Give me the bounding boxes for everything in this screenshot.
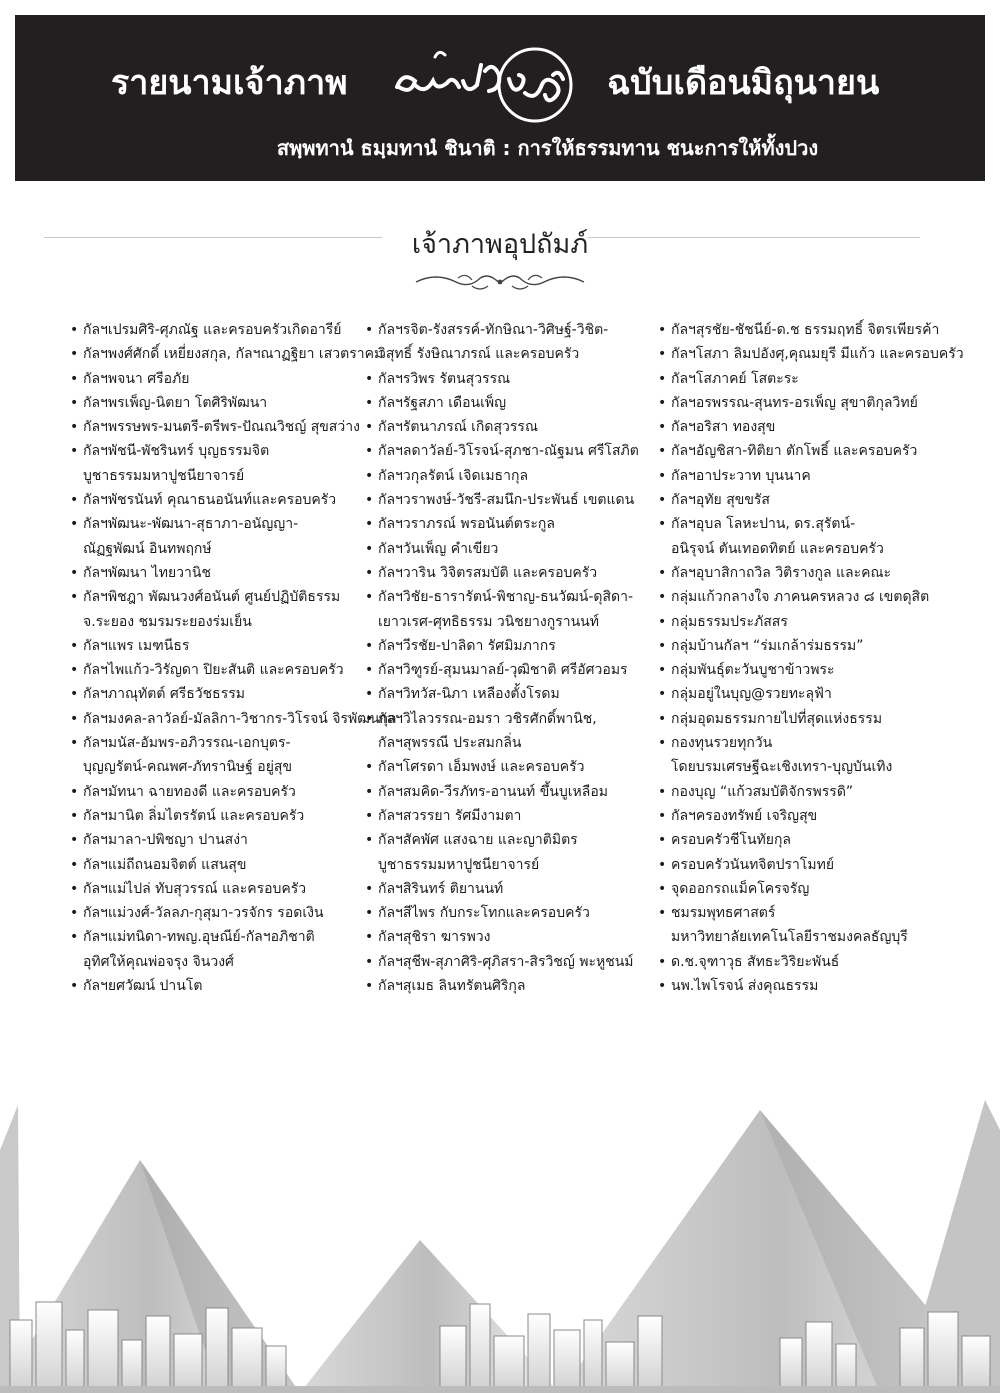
donor-entry	[365, 634, 655, 658]
donor-entry	[70, 342, 384, 366]
donor-name: • กัลฯวราพงษ์-วัชรี-สมนึก-ประพันธ์ เขตแดน	[378, 492, 635, 509]
donor-entry	[70, 804, 360, 828]
donor-name: • กัลฯวาริน วิจิตรสมบัติ และครอบครัว	[378, 564, 598, 581]
donor-entry	[365, 925, 655, 949]
donor-name-continued: อุทิศให้คุณพ่อจรุง จินวงศ์	[83, 953, 234, 970]
donor-name: • กัลฯอาประวาท บุนนาค	[671, 467, 811, 484]
divider-right	[588, 237, 920, 238]
donor-name: • กัลฯไพแก้ว-วิรัญดา ปิยะสันติ และครอบครัว	[83, 662, 344, 679]
donor-list-column-1	[70, 318, 397, 998]
donor-name: • กัลฯภาณุทัตต์ ศรีธวัชธรรม	[83, 686, 245, 703]
donor-entry	[658, 610, 958, 634]
donor-name: • กัลฯสุชีพ-สุภาศิริ-ศุภิสรา-สิรวิชญ์ พะหูชนม์	[378, 953, 634, 970]
donor-entry	[365, 780, 655, 804]
donor-entry	[70, 658, 360, 682]
donor-name-continued: จ.ระยอง ชมรมระยองร่มเย็น	[83, 613, 252, 630]
donor-entry	[658, 391, 958, 415]
donor-name: • กัลฯพัชรนันท์ คุณาธนอนันท์และครอบครัว	[83, 492, 337, 509]
donor-entry	[658, 901, 958, 950]
donor-name-continued: กัลฯสุพรรณี ประสมกลิ่น	[378, 735, 522, 752]
donor-entry	[658, 828, 958, 852]
donor-name: • กัลฯครองทรัพย์ เจริญสุข	[671, 807, 818, 824]
donor-name: • กัลฯอริสา ทองสุข	[671, 419, 776, 436]
donor-entry	[365, 828, 655, 877]
donor-entry	[365, 415, 655, 439]
donor-name: • ครอบครัวชีโนทัยกุล	[671, 832, 792, 849]
donor-name: • กัลฯแม่วงศ์-วัลลภ-กุสุมา-วรจักร รอดเงิน	[83, 905, 324, 922]
donor-name: • กลุ่มธรรมประภัสสร	[671, 613, 788, 630]
title-left: รายนามเจ้าภาพ	[111, 63, 348, 103]
donor-name: • กัลฯมงคล-ลาวัลย์-มัลลิกา-วิชากร-วิโรจน์ จิรพัฒนกุล	[83, 710, 397, 727]
donor-entry	[365, 488, 655, 512]
donor-entry	[658, 974, 958, 998]
donor-name-continued: มหาวิทยาลัยเทคโนโลยีราชมงคลธัญบุรี	[671, 929, 908, 946]
ornament-flourish	[412, 270, 588, 294]
donor-name: • กัลฯอุบาสิกาถวิล วิติรางกูล และคณะ	[671, 564, 891, 581]
donor-name-continued: วิสุทธิ์ รังษิณาภรณ์ และครอบครัว	[378, 346, 580, 363]
donor-name: • กัลฯสุเมธ ลินทรัตนศิริกุล	[378, 978, 526, 995]
donor-entry	[658, 780, 958, 804]
donor-name: • กลุ่มแก้วกลางใจ ภาคนครหลวง ๘ เขตดุสิต	[671, 589, 930, 606]
donor-entry	[365, 658, 655, 682]
donor-entry	[658, 707, 958, 731]
donor-name-continued: บูชาธรรมมหาปูชนียาจารย์	[378, 856, 540, 873]
donor-entry	[658, 367, 958, 391]
donor-entry	[365, 682, 655, 706]
donor-entry	[365, 537, 655, 561]
donor-name: • กัลฯแม่ทนิดา-ทพญ.อุษณีย์-กัลฯอภิชาติ	[83, 929, 315, 946]
donor-name: • กัลฯรัฐสภา เดือนเพ็ญ	[378, 394, 507, 411]
donor-name-continued: เยาวเรศ-ศุทธิธรรม วนิชยางกูรานนท์	[378, 613, 599, 630]
donor-name: • กัลฯสุรชัย-ชัชนีย์-ด.ช ธรรมฤทธิ์ จิตรเพียรค้า	[671, 322, 940, 338]
donor-name: • กัลฯอรพรรณ-สุนทร-อรเพ็ญ สุขาติกุลวิทย์	[671, 394, 918, 411]
donor-name: • กัลฯโสภาคย์ โสตะระ	[671, 370, 799, 387]
donor-name: • กัลฯสมคิด-วีรภัทร-อานนท์ ขึ้นบูเหลือม	[378, 783, 608, 800]
donor-entry	[365, 707, 655, 756]
donor-entry	[70, 488, 360, 512]
decorative-pyramid-crystal-scene	[0, 1090, 1000, 1393]
donor-entry	[365, 367, 655, 391]
donor-name-continued: อนิรุจน์ ตันเทอดทิตย์ และครอบครัว	[671, 540, 884, 557]
donor-name: • กัลฯรจิต-รังสรรค์-ทักษิณา-วิศิษฐ์-วิชิต-	[378, 322, 609, 338]
donor-name: • กัลฯยศวัฒน์ ปานโต	[83, 978, 203, 995]
donor-name: • ด.ช.จุฑาวุธ สัทธะวิริยะพันธ์	[671, 953, 840, 970]
section-title: เจ้าภาพอุปถัมภ์	[411, 229, 589, 260]
donor-name: • กัลฯวกุลรัตน์ เจิดเมธากุล	[378, 467, 529, 484]
donor-entry	[658, 634, 958, 658]
donor-name: • กัลฯแม่ถีถนอมจิตต์ แสนสุข	[83, 856, 247, 873]
donor-entry	[658, 658, 958, 682]
donor-name: • กัลฯรวิพร รัตนสุวรรณ	[378, 370, 511, 387]
donor-name: • กัลฯเปรมศิริ-ศุภณัฐ และครอบครัวเกิดอารีย์	[83, 322, 342, 338]
donor-entry	[365, 561, 655, 585]
donor-name: • กัลฯพจนา ศรีอภัย	[83, 370, 190, 387]
donor-entry	[658, 950, 958, 974]
donor-entry	[70, 367, 360, 391]
donor-entry	[365, 950, 655, 974]
header-banner	[15, 15, 985, 181]
donor-entry	[70, 828, 360, 852]
donor-entry	[658, 731, 958, 780]
donor-name: • กัลฯแม่ไปล่ ทับสุวรรณ์ และครอบครัว	[83, 880, 307, 897]
donor-name: • กัลฯแพร เมฑนีธร	[83, 637, 190, 654]
donor-entry	[70, 391, 360, 415]
donor-entry	[70, 634, 360, 658]
donor-entry	[658, 342, 964, 366]
donor-entry	[658, 682, 958, 706]
donor-name: • กัลฯวิฑูรย์-สุมนมาลย์-วุฒิชาติ ศรีอัศวอมร	[378, 662, 628, 679]
donor-name: • กองทุนรวยทุกวัน	[671, 735, 773, 752]
donor-entry	[658, 318, 958, 342]
donor-entry	[70, 439, 360, 488]
donor-entry	[658, 804, 958, 828]
donor-name: • กัลฯวิทวัส-นิภา เหลืองตั้งโรดม	[378, 686, 560, 703]
donor-name: • นพ.ไพโรจน์ ส่งคุณธรรม	[671, 978, 819, 995]
donor-name: • กัลฯลดาวัลย์-วิโรจน์-สุภชา-ณัฐมน ศรีโสภิต	[378, 443, 639, 460]
donor-entry	[70, 682, 360, 706]
donor-name: • กัลฯวิไลวรรณ-อมรา วชิรศักดิ์พานิช,	[378, 710, 597, 727]
donor-name: • กัลฯพัฒนะ-พัฒนา-สุธาภา-อนัญญา-	[83, 516, 299, 533]
donor-name: • กลุ่มอยู่ในบุญ@รวยทะลุฟ้า	[671, 686, 832, 703]
donor-entry	[70, 853, 360, 877]
donor-entry	[658, 464, 958, 488]
donor-name: • กัลฯอัญชิสา-ทิติยา ตักโพธิ์ และครอบครัว	[671, 443, 918, 460]
donor-name: • กัลฯวราภรณ์ พรอนันต์ตระกูล	[378, 516, 555, 533]
donor-entry	[365, 439, 655, 463]
donor-entry	[70, 780, 360, 804]
donor-name: • กลุ่มพันธุ์ตะวันบูชาข้าวพระ	[671, 662, 835, 679]
donor-entry	[365, 464, 655, 488]
donor-name: • ครอบครัวนันทจิตปราโมทย์	[671, 856, 835, 873]
donor-name: • กัลฯพรรษพร-มนตรี-ตรีพร-ปัณณวิชญ์ สุขสว่าง	[83, 419, 360, 436]
donor-entry	[658, 415, 958, 439]
donor-name: • กัลฯสุชิรา ฆารพวง	[378, 929, 491, 946]
donor-name: • กัลฯวีรชัย-ปาลิดา รัศมิมภากร	[378, 637, 556, 654]
donor-entry	[365, 877, 655, 901]
donor-entry	[365, 901, 655, 925]
donor-name-continued: บุญญรัตน์-คณพศ-ภัทรานิษฐ์ อยู่สุข	[83, 759, 293, 776]
title-right: ฉบับเดือนมิถุนายน	[607, 63, 880, 103]
donor-entry	[70, 318, 360, 342]
donor-entry	[70, 707, 397, 731]
donor-name: • กัลฯพรเพ็ญ-นิตยา โตศิริพัฒนา	[83, 394, 268, 411]
donor-name: • กัลฯวิชัย-ธารารัตน์-พิชาญ-ธนวัฒน์-ดุสิดา-	[378, 589, 634, 606]
donor-entry	[365, 755, 655, 779]
donor-entry	[365, 512, 655, 536]
logo-ayunaiboon	[375, 35, 607, 135]
donor-entry	[365, 974, 655, 998]
donor-name: • กัลฯมนัส-อัมพร-อภิวรรณ-เอกบุตร-	[83, 735, 291, 752]
donor-name: • กัลฯมัทนา ฉายทองดี และครอบครัว	[83, 783, 296, 800]
donor-entry	[365, 585, 655, 634]
donor-entry	[365, 391, 655, 415]
donor-entry	[70, 512, 360, 561]
donor-list-column-3	[658, 318, 964, 998]
donor-list-column-2	[365, 318, 655, 998]
donor-entry	[365, 804, 655, 828]
donor-name-continued: ณัฏฐพัฒน์ อินทพฤกษ์	[83, 540, 212, 557]
donor-name: • กัลฯโสภา ลิมปอังศุ,คุณมยุรี มีแก้ว และครอบครัว	[671, 346, 964, 363]
donor-name: • กัลฯโศรดา เอ็มพงษ์ และครอบครัว	[378, 759, 585, 776]
donor-entry	[70, 925, 360, 974]
donor-name: • กัลฯสีไพร กับกระโทกและครอบครัว	[378, 905, 590, 922]
donor-name: • กองบุญ “แก้วสมบัติจักรพรรดิ”	[671, 783, 854, 800]
donor-name: • กัลฯสิรินทร์ ติยานนท์	[378, 880, 504, 897]
donor-name: • กัลฯพัชนี-พัชรินทร์ บุญธรรมจิต	[83, 443, 270, 460]
donor-name: • กัลฯพัฒนา ไทยวานิช	[83, 564, 211, 581]
donor-entry	[70, 415, 360, 439]
donor-name-continued: บูชาธรรมมหาปูชนียาจารย์	[83, 467, 245, 484]
donor-entry	[658, 439, 958, 463]
donor-entry	[658, 561, 958, 585]
donor-name: • กัลฯอุทัย สุขขรัส	[671, 492, 770, 509]
donor-name: • จุดออกรถแม็คโครจรัญ	[671, 880, 810, 897]
donor-entry	[658, 585, 958, 609]
donor-name-continued: โดยบรมเศรษฐีฉะเชิงเทรา-บุญบันเทิง	[671, 759, 893, 776]
donor-name: • กัลฯวันเพ็ญ คำเขียว	[378, 540, 499, 557]
donor-name: • กัลฯอุบล โลหะปาน, ดร.สุรัตน์-	[671, 516, 856, 533]
donor-name: • กัลฯรัตนาภรณ์ เกิดสุวรรณ	[378, 419, 538, 436]
donor-name: • กลุ่มอุดมธรรมกายไปที่สุดแห่งธรรม	[671, 710, 883, 727]
donor-entry	[70, 731, 360, 780]
donor-entry	[658, 853, 958, 877]
header-subtitle: สพฺพทานํ ธมฺมทานํ ชินาติ : การให้ธรรมทาน ชนะการให้ทั้งปวง	[276, 136, 819, 160]
donor-name: • กัลฯสวรรยา รัศมีงามตา	[378, 807, 522, 824]
donor-entry	[658, 488, 958, 512]
donor-entry	[70, 974, 360, 998]
donor-entry	[658, 512, 958, 561]
donor-name: • กลุ่มบ้านกัลฯ “ร่มเกล้าร่มธรรม”	[671, 637, 864, 654]
donor-name: • กัลฯมาลา-ปพิชญา ปานสง่า	[83, 832, 248, 849]
donor-entry	[365, 318, 655, 367]
donor-entry	[70, 585, 360, 634]
donor-entry	[70, 561, 360, 585]
donor-name: • กัลฯพงศ์ศักดิ์ เหยี่ยงสกุล, กัลฯณาฏฐิยา เสวตราคม	[83, 346, 384, 363]
donor-name: • กัลฯสัคพัศ แสงฉาย และญาติมิตร	[378, 832, 578, 849]
donor-name: • กัลฯมานิต ลิ่มไตรรัตน์ และครอบครัว	[83, 807, 305, 824]
donor-entry	[70, 901, 360, 925]
donor-entry	[70, 877, 360, 901]
donor-name: • ชมรมพุทธศาสตร์	[671, 905, 776, 922]
donor-name: • กัลฯพิชฎา พัฒนวงศ์อนันต์ ศูนย์ปฏิบัติธรรม	[83, 589, 341, 606]
donor-entry	[658, 877, 958, 901]
